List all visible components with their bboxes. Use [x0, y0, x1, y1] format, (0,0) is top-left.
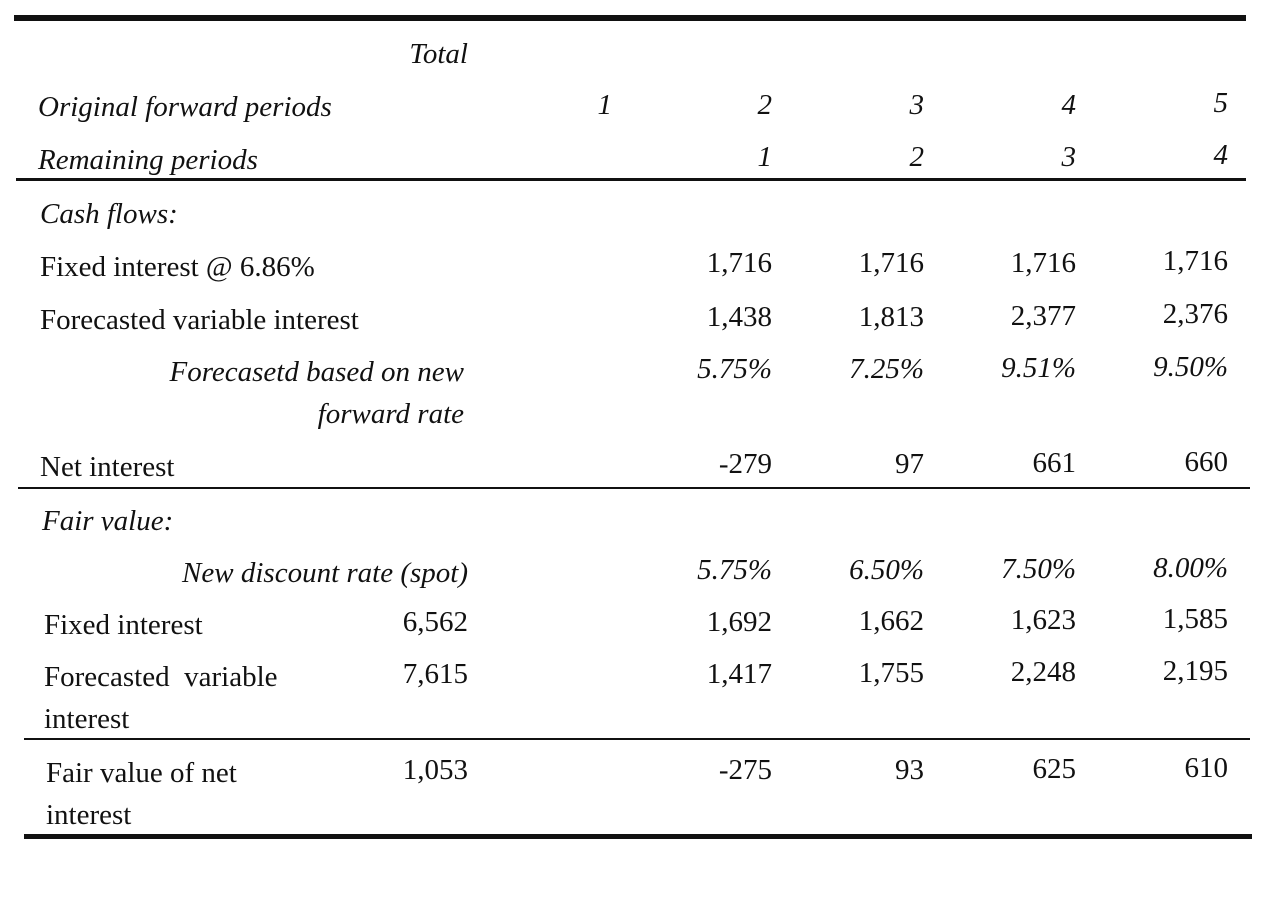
- net-interest-p2: -279: [718, 448, 772, 480]
- discount-rate-p3: 6.50%: [849, 554, 924, 586]
- fv-variable-interest-label-line2: interest: [44, 703, 130, 735]
- original-period-2: 2: [757, 89, 772, 121]
- forecast-rate-p3: 7.25%: [849, 353, 924, 385]
- fv-net-interest-label-line2: interest: [46, 799, 132, 831]
- fv-net-interest-p3: 93: [895, 754, 924, 786]
- total-rule: [24, 738, 1250, 740]
- fv-variable-interest-p5: 2,195: [1162, 655, 1228, 687]
- fv-net-interest-p4: 625: [1032, 753, 1076, 785]
- remaining-period-5: 4: [1213, 139, 1228, 171]
- fv-net-interest-label-line1: Fair value of net: [46, 757, 237, 789]
- discount-rate-p2: 5.75%: [697, 554, 772, 586]
- cash-fixed-interest-p4: 1,716: [1010, 247, 1076, 279]
- net-interest-label: Net interest: [40, 451, 175, 483]
- cash-variable-interest-p4: 2,377: [1010, 300, 1076, 332]
- discount-rate-label: New discount rate (spot): [182, 557, 468, 589]
- forecast-rate-p5: 9.50%: [1153, 351, 1228, 383]
- fv-variable-interest-p4: 2,248: [1010, 656, 1076, 688]
- fv-net-interest-total: 1,053: [402, 754, 468, 786]
- cash-variable-interest-p3: 1,813: [858, 301, 924, 333]
- fv-fixed-interest-total: 6,562: [402, 606, 468, 638]
- discount-rate-p5: 8.00%: [1153, 552, 1228, 584]
- fv-variable-interest-p2: 1,417: [706, 658, 772, 690]
- cash-fixed-interest-label: Fixed interest @ 6.86%: [40, 251, 315, 283]
- fv-fixed-interest-p4: 1,623: [1010, 604, 1076, 636]
- remaining-period-4: 3: [1061, 141, 1076, 173]
- fv-variable-interest-label-line1: Forecasted variable: [44, 661, 278, 693]
- cash-variable-interest-label: Forecasted variable interest: [40, 304, 359, 336]
- cash-fixed-interest-p3: 1,716: [858, 247, 924, 279]
- remaining-periods-label: Remaining periods: [38, 144, 258, 176]
- original-period-1: 1: [597, 89, 612, 121]
- remaining-period-3: 2: [909, 141, 924, 173]
- section-rule: [18, 487, 1250, 489]
- fv-variable-interest-total: 7,615: [402, 658, 468, 690]
- net-interest-p4: 661: [1032, 447, 1076, 479]
- forecast-rate-p4: 9.51%: [1001, 352, 1076, 384]
- discount-rate-p4: 7.50%: [1001, 553, 1076, 585]
- original-period-5: 5: [1213, 87, 1228, 119]
- fv-fixed-interest-label: Fixed interest: [44, 609, 203, 641]
- table-top-rule: [14, 15, 1246, 21]
- net-interest-p5: 660: [1184, 446, 1228, 478]
- fv-fixed-interest-p3: 1,662: [858, 605, 924, 637]
- cash-flows-heading: Cash flows:: [40, 198, 178, 230]
- fv-fixed-interest-p2: 1,692: [706, 606, 772, 638]
- fv-net-interest-p5: 610: [1184, 752, 1228, 784]
- fv-variable-interest-p3: 1,755: [858, 657, 924, 689]
- original-period-3: 3: [909, 89, 924, 121]
- cash-fixed-interest-p5: 1,716: [1162, 245, 1228, 277]
- forecast-basis-label-line1: Forecasetd based on new: [169, 356, 464, 388]
- net-interest-p3: 97: [895, 448, 924, 480]
- original-periods-label: Original forward periods: [38, 91, 332, 123]
- cash-variable-interest-p2: 1,438: [706, 301, 772, 333]
- cash-fixed-interest-p2: 1,716: [706, 247, 772, 279]
- cash-variable-interest-p5: 2,376: [1162, 298, 1228, 330]
- remaining-period-2: 1: [757, 141, 772, 173]
- forecast-rate-p2: 5.75%: [697, 353, 772, 385]
- table-bottom-rule: [24, 834, 1252, 839]
- fv-net-interest-p2: -275: [718, 754, 772, 786]
- original-period-4: 4: [1061, 89, 1076, 121]
- total-column-header: Total: [409, 38, 468, 70]
- fair-value-heading: Fair value:: [42, 505, 174, 537]
- header-rule: [16, 178, 1246, 181]
- fv-fixed-interest-p5: 1,585: [1162, 603, 1228, 635]
- forecast-basis-label-line2: forward rate: [317, 398, 464, 430]
